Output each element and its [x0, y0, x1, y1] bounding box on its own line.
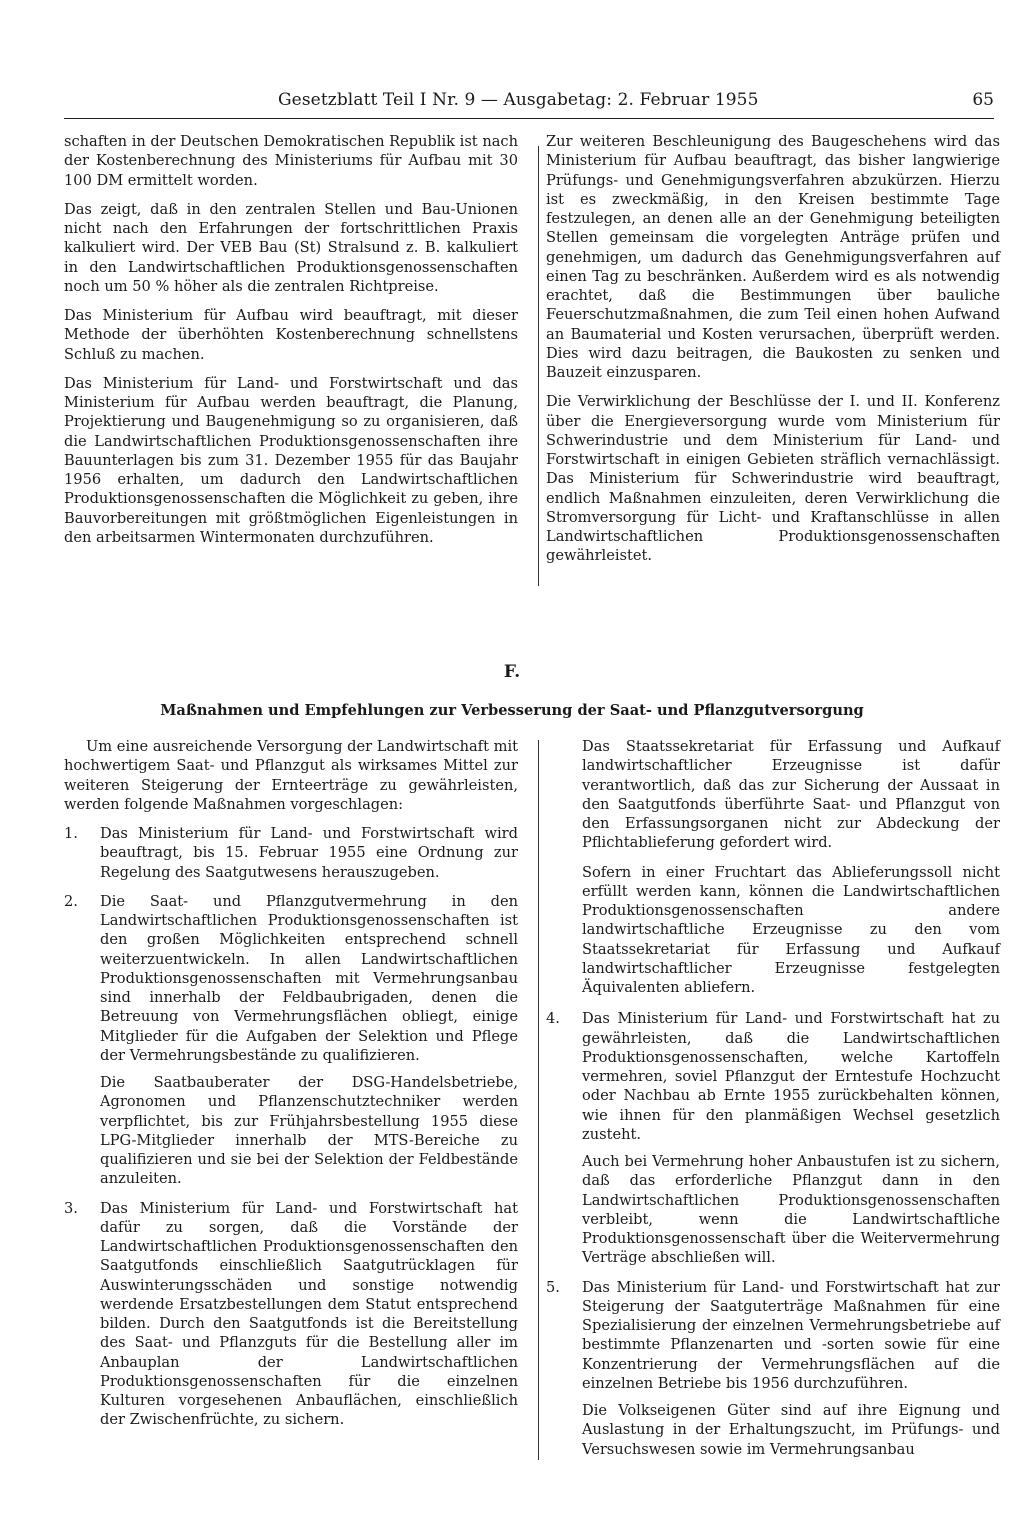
- paragraph: Das Ministerium für Land- und Forstwirtschaft und das Ministerium für Aufbau werden beauftragt, die Planung, Projektierung und Baugenehmigung so zu organisieren, daß die Landwirtschaftlichen Produktionsgenossenschaften ihre Bauunterlagen bis zum 31. Dezember 1955 für das Baujahr 1956 erhalten, um dadurch den Landwirtschaftlichen Produktionsgenossenschaften die Möglichkeit zu geben, ihre Bauvorbereitungen mit größtmöglichen Eigenleistungen in den arbeitsarmen Wintermonaten durchzuführen.: [64, 374, 518, 546]
- list-item: [546, 1278, 1000, 1459]
- top-left-column: [64, 132, 518, 547]
- list-item: [64, 892, 518, 1189]
- paragraph: schaften in der Deutschen Demokratischen Republik ist nach der Kostenberechnung des Ministeriums für Aufbau mit 30 100 DM ermittelt worden.: [64, 133, 518, 189]
- item-subparagraph: Auch bei Vermehrung hoher Anbaustufen ist zu sichern, daß das erforderliche Pflanzgut dann in den Landwirtschaftlichen Produktionsgenossenschaften verbleibt, wenn die Landwirtschaftliche Produktionsgenossenschaft über die Weitervermehrung Verträge abschließen will.: [582, 1153, 1000, 1267]
- item-number: 2.: [64, 892, 78, 910]
- list-item: [64, 1199, 518, 1430]
- section-letter: F.: [503, 662, 521, 682]
- paragraph: Das Ministerium für Aufbau wird beauftragt, mit dieser Methode der überhöhten Kostenberechnung schnellstens Schluß zu machen.: [64, 307, 518, 363]
- paragraph: Sofern in einer Fruchtart das Ablieferungssoll nicht erfüllt werden kann, können die Landwirtschaftlichen Produktionsgenossenschaften andere landwirtschaftliche Erzeugnisse zu den vom Staatssekretariat für Erfassung und Aufkauf landwirtschaftlicher Erzeugnisse festgelegten Äquivalenten abliefern.: [582, 863, 1000, 996]
- list-item: [64, 824, 518, 882]
- paragraph: Das Staatssekretariat für Erfassung und Aufkauf landwirtschaftlicher Erzeugnisse ist dafür verantwortlich, daß das zur Sicherung der Aussaat in den Saatgutfonds überführte Saat- und Pflanzgut von den Erfassungsorganen nicht zur Abdeckung der Pflichtablieferung gefordert wird.: [582, 738, 1000, 852]
- item-number: 1.: [64, 825, 78, 842]
- item-text: Das Ministerium für Land- und Forstwirtschaft wird beauftragt, bis 15. Februar 1955 eine Ordnung zur Regelung des Saatgutwesens herauszugeben.: [100, 825, 518, 881]
- paragraph: Das zeigt, daß in den zentralen Stellen und Bau-Unionen nicht nach den Erfahrungen der fortschrittlichen Praxis kalkuliert wird. Der VEB Bau (St) Stralsund z. B. kalkuliert in den Landwirtschaftlichen Produktionsgenossenschaften noch um 50 % höher als die zentralen Richtpreise.: [64, 200, 518, 295]
- top-right-column: [546, 132, 1000, 566]
- paragraph: Zur weiteren Beschleunigung des Baugeschehens wird das Ministerium für Aufbau beauftragt, das bisher langwierige Prüfungs- und Genehmigungsverfahren abzukürzen. Hierzu ist es zweckmäßig, in den Kreisen bestimmte Tage festzulegen, an denen alle an der Genehmigung beteiligten Stellen gemeinsam die vorgelegten Anträge prüfen und genehmigen, um dadurch das Genehmigungsverfahren auf einen Tag zu beschränken. Außerdem wird es als notwendig erachtet, daß die Bestimmungen über bauliche Feuerschutzmaßnahmen, die zum Teil einen hohen Aufwand an Baumaterial und Kosten verursachen, überprüft werden. Dies wird dazu beitragen, die Baukosten zu senken und Bauzeit einzusparen.: [546, 133, 1000, 381]
- bottom-left-column: [64, 737, 518, 1430]
- page-number: 65: [972, 90, 994, 110]
- section-heading: Maßnahmen und Empfehlungen zur Verbesserung der Saat- und Pflanzgutversorgung: [160, 702, 864, 719]
- item-text: Das Ministerium für Land- und Forstwirtschaft hat dafür zu sorgen, daß die Vorstände der Landwirtschaftlichen Produktionsgenossenschaften den Saatgutfonds einschließlich Saatgutrücklagen für Auswinterungsschäden und sonstige notwendig werdende Ersatzbestellungen dem Statut entsprechend bilden. Durch den Saatgutfonds ist die Bereitstellung des Saat- und Pflanzguts für die Bestellung aller im Anbauplan der Landwirtschaftlichen Produktionsgenossenschaften für die einzelnen Kulturen vorgesehenen Anbauflächen, einschließlich der Zwischenfrüchte, zu sichern.: [100, 1199, 518, 1429]
- item-number: 3.: [64, 1199, 78, 1217]
- item-number: 4.: [546, 1010, 560, 1028]
- item-text: Das Ministerium für Land- und Forstwirtschaft hat zur Steigerung der Saatguterträge Maßnahmen für eine Spezialisierung der einzelnen Vermehrungsbetriebe auf bestimmte Pflanzenarten und -sorten sowie für eine Konzentrierung der Vermehrungsflächen auf die einzelnen Betriebe bis 1956 durchzuführen.: [582, 1278, 1000, 1392]
- item-subparagraph: Die Saatbauberater der DSG-Handelsbetriebe, Agronomen und Pflanzenschutztechniker werden verpflichtet, bis zur Frühjahrsbestellung 1955 diese LPG-Mitglieder innerhalb der MTS-Bereiche zu qualifizieren und sie bei der Selektion der Feldbestände anzuleiten.: [100, 1074, 518, 1188]
- column-divider: [538, 740, 539, 1460]
- item-number: 5.: [546, 1278, 560, 1296]
- column-divider: [538, 146, 539, 586]
- item-text: Das Ministerium für Land- und Forstwirtschaft hat zu gewährleisten, daß die Landwirtschaftlichen Produktionsgenossenschaften, welche Kartoffeln vermehren, soviel Pflanzgut der Erntestufe Hochzucht oder Nachbau ab Ernte 1955 zurückbehalten können, wie ihnen für den planmäßigen Wechsel gesetzlich zusteht.: [582, 1010, 1000, 1143]
- bottom-right-column: [546, 737, 1000, 1459]
- item-subparagraph: Die Volkseigenen Güter sind auf ihre Eignung und Auslastung in der Erhaltungszucht, im Prüfungs- und Versuchswesen sowie im Vermehrungsanbau: [582, 1402, 1000, 1458]
- paragraph: Die Verwirklichung der Beschlüsse der I. und II. Konferenz über die Energieversorgung wurde vom Ministerium für Schwerindustrie und dem Ministerium für Land- und Forstwirtschaft in einigen Gebieten sträflich vernachlässigt. Das Ministerium für Schwerindustrie wird beauftragt, endlich Maßnahmen einzuleiten, deren Verwirklichung die Stromversorgung für Licht- und Kraftanschlüsse in allen Landwirtschaftlichen Produktionsgenossenschaften gewährleistet.: [546, 393, 1000, 565]
- measures-list: [64, 824, 518, 1430]
- header-title: Gesetzblatt Teil I Nr. 9 — Ausgabetag: 2. Februar 1955: [278, 90, 759, 110]
- intro-paragraph: Um eine ausreichende Versorgung der Landwirtschaft mit hochwertigem Saat- und Pflanzgut als wirksames Mittel zur weiteren Steigerung der Ernteerträge zu gewährleisten, werden folgende Maßnahmen vorgeschlagen:: [64, 738, 518, 813]
- page-header: [64, 88, 994, 119]
- measures-list-continued: [546, 1009, 1000, 1459]
- list-item: [546, 1009, 1000, 1267]
- item-text: Die Saat- und Pflanzgutvermehrung in den Landwirtschaftlichen Produktionsgenossenschaften ist den großen Möglichkeiten entsprechend schnell weiterzuentwickeln. In allen Landwirtschaftlichen Produktionsgenossenschaften mit Vermehrungsanbau sind innerhalb der Feldbaubrigaden, denen die Betreuung von Vermehrungsflächen obliegt, einige Mitglieder für die Aufgaben der Selektion und Pflege der Vermehrungsbestände zu qualifizieren.: [100, 892, 518, 1064]
